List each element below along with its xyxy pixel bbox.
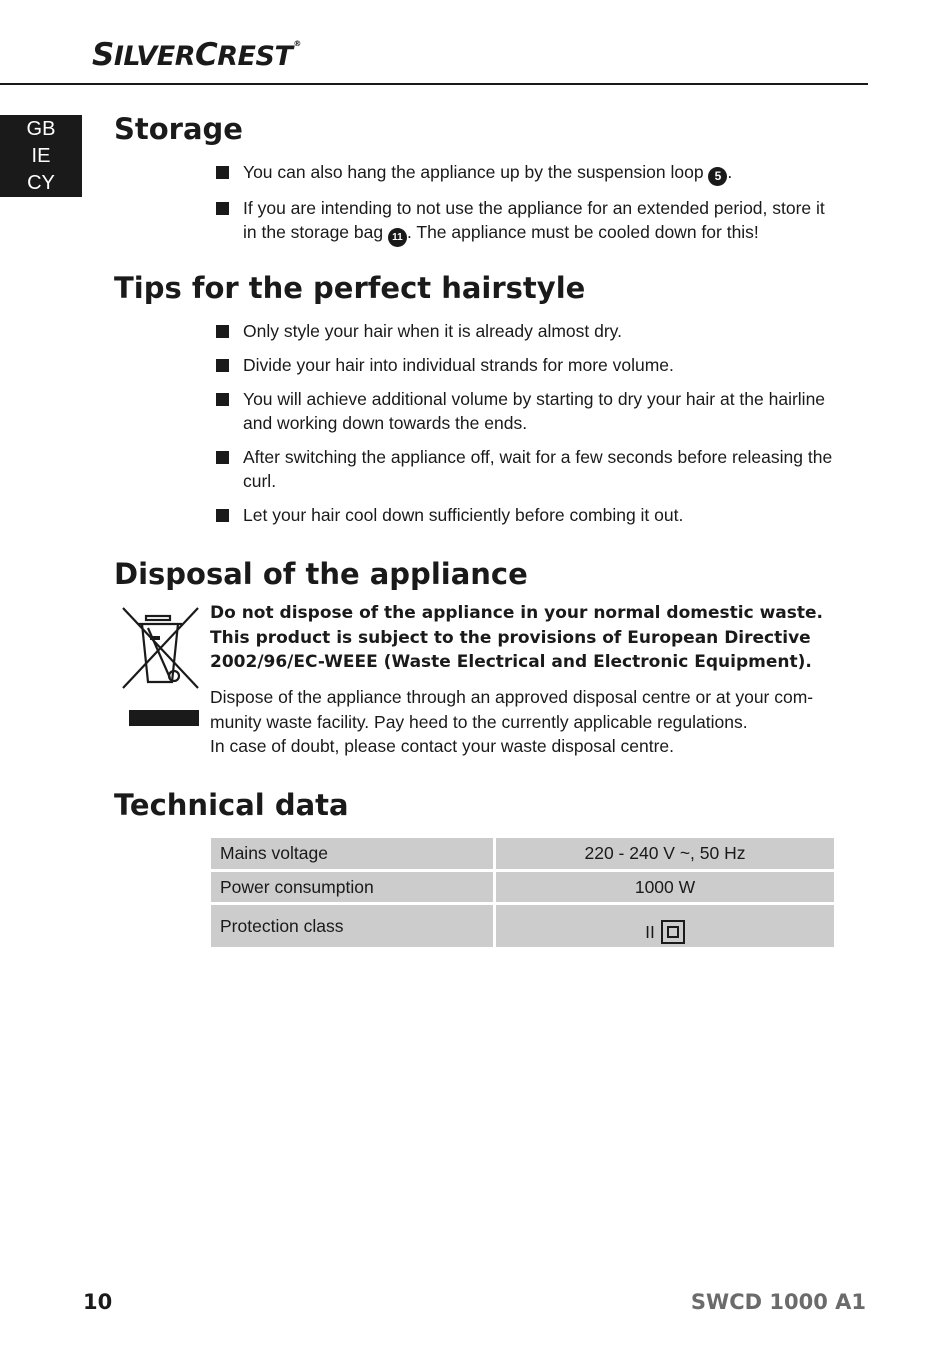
logo-letter-s: S	[92, 37, 114, 73]
bullet-square-icon	[216, 359, 229, 372]
list-item: Divide your hair into individual strands for more volume.	[216, 353, 836, 377]
logo-text-ilver: ILVER	[113, 41, 195, 72]
list-item: Only style your hair when it is already almost dry.	[216, 319, 836, 343]
language-tab	[0, 115, 82, 197]
crossed-out-wheelie-bin-icon	[120, 604, 200, 728]
logo-text-rest: REST	[217, 41, 293, 72]
disposal-heading: Disposal of the appliance	[114, 557, 528, 591]
list-item: If you are intending to not use the appliance for an extended period, store it in the storage bag 11 . The appliance must be cooled down for this!	[216, 196, 836, 247]
storage-list	[216, 160, 836, 257]
disposal-instructions: Dispose of the appliance through an approved disposal centre or at your com- munity waste facility. Pay heed to the currently applicable regulations. In case of doubt, please contact your waste disposal centre.	[210, 687, 814, 756]
storage-heading: Storage	[114, 112, 243, 146]
model-number: SWCD 1000 A1	[690, 1290, 866, 1314]
table-cell-label: Protection class	[211, 905, 493, 950]
table-row	[211, 905, 834, 950]
table-cell-value: 220 - 240 V ~, 50 Hz	[493, 838, 834, 872]
table-cell-value: 1000 W	[493, 872, 834, 905]
ref-number-11: 11	[388, 228, 407, 247]
table-cell-label: Mains voltage	[211, 838, 493, 872]
ref-number-5: 5	[708, 167, 727, 186]
disposal-warning: Do not dispose of the appliance in your normal domestic waste. This product is subject to the provisions of European Directive 2002/96/EC-WEEE (Waste Electrical and Electronic Equipment).	[210, 603, 823, 672]
technical-data-table	[211, 838, 834, 950]
protection-class-symbol	[645, 908, 685, 944]
bullet-square-icon	[216, 393, 229, 406]
list-item: Let your hair cool down sufficiently before combing it out.	[216, 503, 836, 527]
table-cell-value	[493, 905, 834, 950]
page-number: 10	[83, 1290, 113, 1314]
registered-mark: ®	[293, 39, 301, 48]
double-insulation-icon	[661, 920, 685, 944]
protection-class-value: II	[645, 921, 655, 942]
lang-gb: GB	[26, 118, 56, 140]
list-item: You will achieve additional volume by starting to dry your hair at the hairline and working down towards the ends.	[216, 387, 836, 435]
list-item: After switching the appliance off, wait for a few seconds before releasing the curl.	[216, 445, 836, 493]
header-rule	[0, 83, 868, 85]
tips-heading: Tips for the perfect hairstyle	[114, 271, 586, 305]
table-row	[211, 838, 834, 872]
list-item: You can also hang the appliance up by the suspension loop 5 .	[216, 160, 836, 186]
technical-heading: Technical data	[114, 788, 349, 822]
brand-logo	[92, 37, 301, 73]
lang-cy: CY	[27, 172, 55, 194]
bullet-square-icon	[216, 509, 229, 522]
bullet-square-icon	[216, 202, 229, 215]
table-row	[211, 872, 834, 905]
tips-list	[216, 319, 836, 537]
table-cell-label: Power consumption	[211, 872, 493, 905]
bullet-square-icon	[216, 325, 229, 338]
bullet-square-icon	[216, 451, 229, 464]
lang-ie: IE	[31, 145, 51, 167]
logo-letter-c: C	[195, 37, 218, 73]
bullet-square-icon	[216, 166, 229, 179]
